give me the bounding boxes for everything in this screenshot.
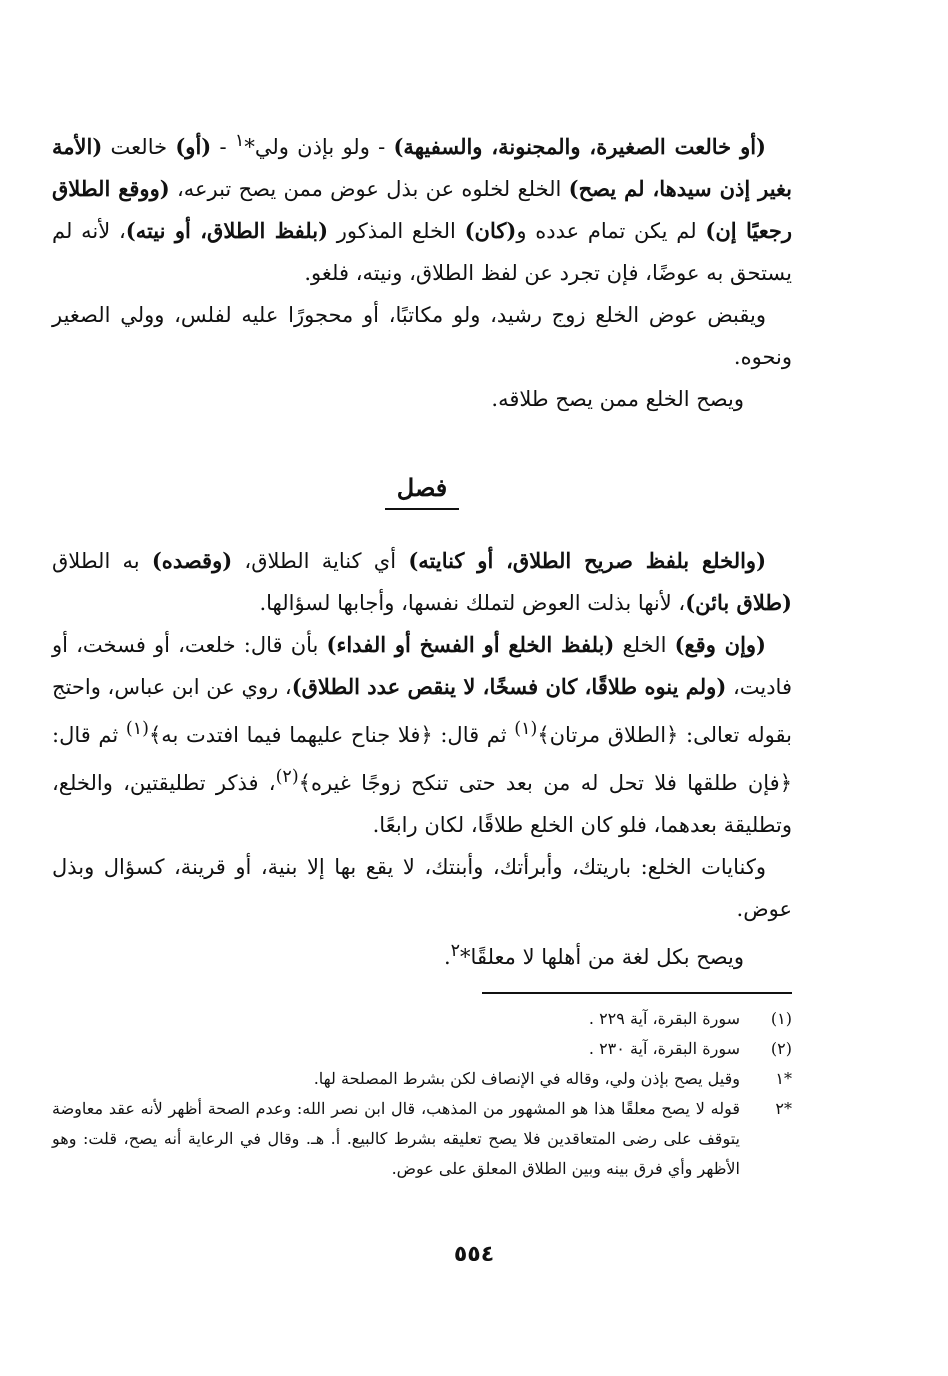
sharh-text: به الطلاق bbox=[52, 549, 152, 573]
footnote-item bbox=[52, 1004, 792, 1034]
sharh-text: بأن قال: خلعت، أو فسخت، أو فاديت، bbox=[52, 633, 792, 699]
footnote-text: قوله لا يصح معلقًا هذا هو المشهور من المذهب، قال ابن نصر الله: وعدم الصحة أظهر لأنه عقد معاوضة يتوقف على رضى المتعاقدين فلا يصح تعليقه بشرط كالبيع. أ. هـ. وقال في الرعاية أنه يصح، قلت: وهو الأظهر وأي فرق بينه وبين الطلاق المعلق على عوض. bbox=[52, 1099, 740, 1178]
matn-text: (ووقع الطلاق رجعيًا إن) bbox=[52, 176, 792, 243]
footnote-number: (٢) bbox=[770, 1039, 792, 1058]
paragraph-7 bbox=[52, 930, 792, 978]
sharh-text: ، لأنها بذلت العوض لتملك نفسها، وأجابها لسؤالها. bbox=[259, 591, 686, 615]
footnote-number: (١) bbox=[770, 1009, 792, 1028]
matn-text: (وقصده) bbox=[151, 548, 233, 573]
matn-text: (الأمة بغير إذن سيدها، لم يصح) bbox=[52, 134, 793, 201]
paragraph-3: ويصح الخلع ممن يصح طلاقه. bbox=[491, 387, 744, 411]
sharh-text: ، لأنه لم يستحق به عوضًا، فإن تجرد عن لفظ الطلاق، ونيته، فلغو. bbox=[52, 219, 792, 285]
sharh-text: . bbox=[443, 945, 451, 969]
page-body bbox=[52, 120, 792, 1184]
sharh-text: خالعت bbox=[102, 135, 176, 159]
sharh-text: ويصح بكل لغة من أهلها لا معلقًا* bbox=[460, 945, 744, 969]
paragraph-4 bbox=[52, 540, 792, 624]
footnote-number: *٢ bbox=[775, 1099, 792, 1118]
footnote-marker: (١) bbox=[125, 719, 149, 739]
paragraph-1 bbox=[52, 120, 792, 294]
matn-text: (ولم ينوه طلاقًا، كان فسخًا، لا ينقص عدد الطلاق) bbox=[291, 674, 727, 699]
matn-text: (كان) bbox=[464, 218, 517, 243]
matn-text: (أو خالعت الصغيرة، والمجنونة، والسفيهة) bbox=[393, 134, 766, 159]
sharh-text: ، فذكر تطليقتين، والخلع، وتطليقة بعدهما، فلو كان الخلع طلاقًا، لكان رابعًا. bbox=[52, 771, 792, 837]
sharh-text: الخلع المذكور bbox=[328, 219, 465, 243]
footnote-marker: ٢ bbox=[450, 941, 461, 961]
sharh-text: ثم قال: ﴿فإن طلقها فلا تحل له من بعد حتى تنكح زوجًا غيره﴾ bbox=[52, 723, 792, 795]
matn-text: (والخلع بلفظ صريح الطلاق، أو كنايته) bbox=[408, 548, 767, 573]
footnote-number: *١ bbox=[775, 1069, 792, 1088]
section-title bbox=[52, 468, 792, 510]
sharh-text: الخلع bbox=[614, 633, 675, 657]
sharh-text: ثم قال: ﴿فلا جناح عليهما فيما افتدت به﴾ bbox=[148, 723, 515, 747]
sharh-text: أي كناية الطلاق، bbox=[232, 549, 409, 573]
matn-text: (أو) bbox=[175, 134, 212, 159]
paragraph-5 bbox=[52, 624, 792, 846]
sharh-text: لم يكن تمام عدده و bbox=[516, 219, 706, 243]
matn-text: (طلاق بائن) bbox=[685, 590, 792, 615]
sharh-text: الخلع لخلوه عن بذل عوض ممن يصح تبرعه، bbox=[169, 177, 569, 201]
paragraph-6: وكنايات الخلع: باريتك، وأبرأتك، وأبنتك، لا يقع بها إلا بنية، أو قرينة، كسؤال وبذل عوض. bbox=[52, 855, 792, 921]
matn-text: (بلفظ الطلاق، أو نيته) bbox=[125, 218, 329, 243]
sharh-text: - ولو بإذن ولي* bbox=[244, 135, 394, 159]
footnote-item bbox=[52, 1094, 792, 1184]
footnote-text: سورة البقرة، آية ٢٣٠ . bbox=[588, 1039, 740, 1058]
sharh-text: - bbox=[211, 135, 235, 159]
page-number: ٥٥٤ bbox=[453, 1242, 495, 1267]
matn-text: (بلفظ الخلع أو الفسخ أو الفداء) bbox=[326, 632, 615, 657]
sharh-text: ، روي عن ابن عباس، واحتج بقوله تعالى: ﴿الطلاق مرتان﴾ bbox=[52, 675, 792, 747]
footnote-marker: ١ bbox=[234, 131, 245, 151]
footnote-text: وقيل يصح بإذن ولي، وقاله في الإنصاف لكن بشرط المصلحة لها. bbox=[313, 1069, 740, 1088]
footnote-divider bbox=[482, 992, 792, 994]
footnote-item bbox=[52, 1064, 792, 1094]
matn-text: (وإن وقع) bbox=[674, 632, 766, 657]
footnote-marker: (٢) bbox=[275, 767, 299, 787]
section-title-text: فصل bbox=[385, 468, 459, 510]
paragraph-2: ويقبض عوض الخلع زوج رشيد، ولو مكاتبًا، أو محجورًا عليه لفلس، وولي الصغير ونحوه. bbox=[52, 303, 792, 369]
footnote-text: سورة البقرة، آية ٢٢٩ . bbox=[588, 1009, 740, 1028]
footnote-marker: (١) bbox=[514, 719, 538, 739]
footnote-item bbox=[52, 1034, 792, 1064]
